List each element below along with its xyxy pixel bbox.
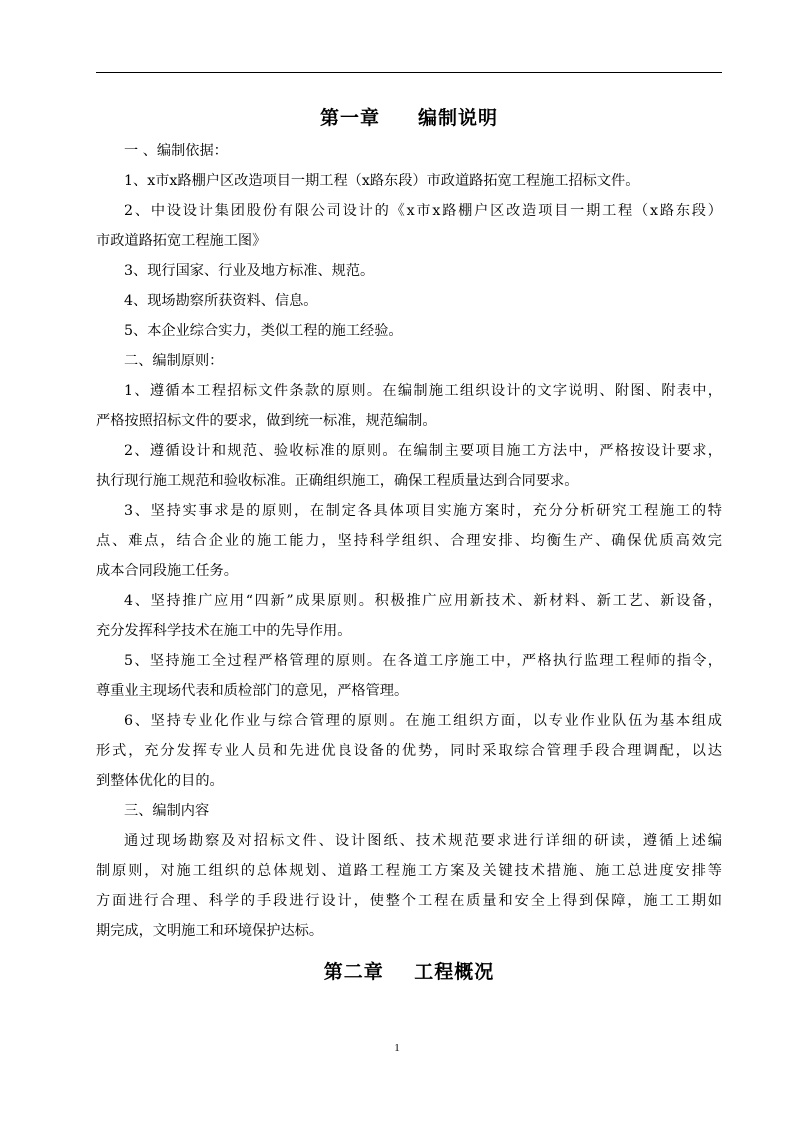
section-heading-content: 三、编制内容 [124,803,210,819]
paragraph-line: 5、本企业综合实力，类似工程的施工经验。 [124,323,403,339]
paragraph-line: 形式，充分发挥专业人员和先进优良设备的优势，同时采取综合管理手段合理调配，以达 [96,743,722,759]
paragraph-line: 1、遵循本工程招标文件条款的原则。在编制施工组织设计的文字说明、附图、附表中， [124,383,722,399]
chapter-2-title: 第二章 工程概况 [323,961,495,983]
paragraph-line: 3、现行国家、行业及地方标准、规范。 [124,263,375,279]
paragraph-line: 6、坚持专业化作业与综合管理的原则。在施工组织方面，以专业作业队伍为基本组成 [124,713,722,729]
paragraph-line: 2、中设设计集团股份有限公司设计的《x市x路棚户区改造项目一期工程（x路东段） [124,203,722,219]
paragraph-line: 点、难点，结合企业的施工能力，坚持科学组织、合理安排、均衡生产、确保优质高效完 [96,533,722,549]
section-heading-basis: 一 、编制依据： [124,143,228,159]
header-rule [96,72,722,73]
chapter-1-title: 第一章 编制说明 [319,107,499,129]
paragraph-line: 通过现场勘察及对招标文件、设计图纸、技术规范要求进行详细的研读，遵循上述编 [124,833,722,849]
paragraph-line: 4、坚持推广应用“四新”成果原则。积极推广应用新技术、新材料、新工艺、新设备， [124,593,722,609]
paragraph-line: 到整体优化的目的。 [96,773,224,789]
page-content [96,100,722,990]
paragraph-line: 4、现场勘察所获资料、信息。 [124,293,318,309]
section-heading-principles: 二、编制原则： [124,353,224,369]
paragraph-line: 尊重业主现场代表和质检部门的意见，严格管理。 [96,683,409,699]
paragraph-line: 严格按照招标文件的要求，做到统一标准，规范编制。 [96,413,437,429]
page-number: 1 [394,1042,400,1054]
paragraph-line: 充分发挥科学技术在施工中的先导作用。 [96,623,352,639]
paragraph-line: 制原则，对施工组织的总体规划、道路工程施工方案及关键技术措施、施工总进度安排等 [96,863,722,879]
paragraph-line: 5、坚持施工全过程严格管理的原则。在各道工序施工中，严格执行监理工程师的指令， [124,653,722,669]
paragraph-line: 3、坚持实事求是的原则，在制定各具体项目实施方案时，充分分析研究工程施工的特 [124,503,722,519]
paragraph-line: 市政道路拓宽工程施工图》 [96,233,267,249]
paragraph-line: 成本合同段施工任务。 [96,563,238,579]
paragraph-line: 方面进行合理、科学的手段进行设计，使整个工程在质量和安全上得到保障，施工工期如 [96,893,722,909]
paragraph-line: 执行现行施工规范和验收标准。正确组织施工，确保工程质量达到合同要求。 [96,473,579,489]
paragraph-line: 期完成，文明施工和环境保护达标。 [96,923,324,939]
paragraph-line: 2、遵循设计和规范、验收标准的原则。在编制主要项目施工方法中，严格按设计要求， [124,443,722,459]
paragraph-line: 1、x市x路棚户区改造项目一期工程（x路东段）市政道路拓宽工程施工招标文件。 [124,173,640,189]
